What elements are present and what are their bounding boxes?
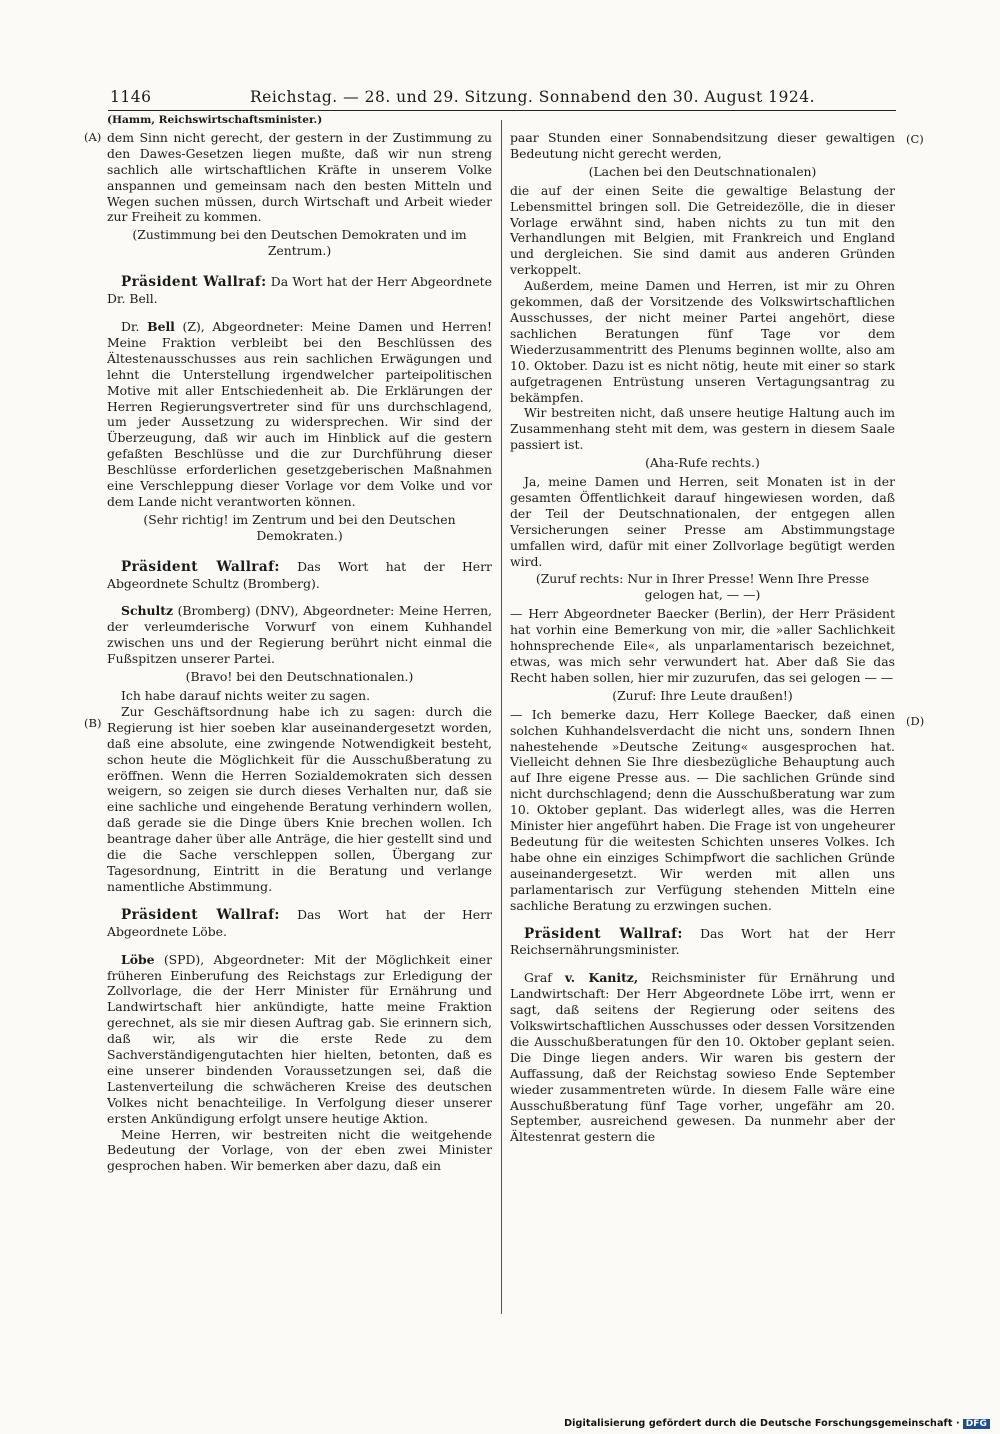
speaker-text: Reichsminister für Ernährung und Landwirtschaft: Der Herr Abgeordnete Löbe irrt, wenn er sagt, daß seitens der Regierung oder seitens des Volkswirtschaftlichen Ausschusses oder dessen Vorsitzenden die Ausschußberatungen für den 10. Oktober geplant seien. Die Dinge liegen anders. Wir waren bis gestern der Auffassung, daß der Reichstag sowieso Ende September wieder zusammentreten würde. In diesem Falle wäre eine Ausschußberatung fünf Tage vorher, ungefähr am 20. September, ausreichend gewesen. Da nunmehr aber der Ältestenrat gestern die xyxy=(510,970,895,1145)
speaker-name: Bell xyxy=(147,318,175,334)
speaker-text: (Z), Abgeordneter: Meine Damen und Herren! Meine Fraktion verbleibt bei den Beschlüssen des Ältestenausschusses aus rein sachlichen Erwägungen und lehnt die Unterstellung irgendwelcher parteipolitischen Motive mit aller Entschiedenheit ab. Die Erklärungen der Herren Regierungsvertreter sind für uns durchschlagend, um jeder Aussetzung zu widersprechen. Wir sind der Überzeugung, daß wir auch im Hinblick auf die gestern gefaßten Beschlüsse und die zur Durchführung dieser Beschlüsse erforderlichen gesetzgeberischen Maßnahmen eine Verschleppung dieser Vorlage vor dem Volke und vor dem Lande nicht verantworten können. xyxy=(107,318,492,509)
left-column xyxy=(107,113,492,1323)
speaker-text: (SPD), Abgeordneter: Mit der Möglichkeit einer früheren Einberufung des Reichstags zur Erledigung der Zollvorlage, die der Herr Minister für Ernährung und Landwirtschaft hier ankündigte, hatte meine Fraktion gerechnet, als sie mir diesen Auftrag gab. Sie erinnern sich, daß wir, als wir die erste Rede zu dem Sachverständigengutachten hier hielten, betonten, daß es eine unserer bindenden Voraussetzungen sei, daß die Lastenverteilung die schwächeren Kreise des deutschen Volkes nicht benachteilige. In Verfolgung dieser unserer ersten Ankündigung erfolgt unsere heutige Aktion. xyxy=(107,951,492,1126)
margin-mark-d: (D) xyxy=(906,714,925,728)
speaker-name: Präsident Wallraf: xyxy=(524,925,683,942)
margin-mark-c: (C) xyxy=(906,132,924,146)
page-number: 1146 xyxy=(110,88,152,106)
speaker-paragraph xyxy=(107,952,492,1127)
speaker-paragraph xyxy=(107,559,492,592)
paragraph: Ich habe darauf nichts weiter zu sagen. xyxy=(121,688,371,703)
reaction: (Zuruf rechts: Nur in Ihrer Presse! Wenn Ihre Presse gelogen hat, — —) xyxy=(535,571,870,603)
speaker-name: Schultz xyxy=(121,603,173,619)
speaker-paragraph xyxy=(510,970,895,1145)
speaker-name: Präsident Wallraf: xyxy=(121,558,280,575)
column-divider xyxy=(501,120,502,1314)
speaker-text: (Bromberg) (DNV), Abgeordneter: Meine Herren, der verleumderische Vorwurf von einem Kuhhandel zwischen uns und der Regierung berührt nicht einmal die Fußspitzen unserer Partei. xyxy=(107,603,492,667)
paragraph: Ja, meine Damen und Herren, seit Monaten ist in der gesamten Öffentlichkeit darauf hingewiesen worden, daß der Teil der Deutschnationalen, der entgegen allen Versicherungen seiner Presse am Abstimmungstage umfallen wird, dafür mit einer Zollvorlage begütigt werden wird. xyxy=(510,474,895,569)
header-rule xyxy=(108,110,896,111)
dfg-logo: DFG xyxy=(963,1419,990,1429)
speaker-paragraph xyxy=(107,907,492,940)
margin-mark-b: (B) xyxy=(84,716,102,730)
paragraph: Wir bestreiten nicht, daß unsere heutige Haltung auch im Zusammenhang steht mit dem, was gestern in diesem Saale passiert ist. xyxy=(510,405,895,453)
speaker-name: Präsident Wallraf: xyxy=(121,274,267,291)
speaker-prefix: Dr. xyxy=(121,318,148,334)
margin-mark-a: (A) xyxy=(84,130,102,144)
page-title: Reichstag. — 28. und 29. Sitzung. Sonnabend den 30. August 1924. xyxy=(250,88,816,106)
paragraph: Zur Geschäftsordnung habe ich zu sagen: durch die Regierung ist hier soeben klar auseinandergesetzt worden, daß eine absolute, eine zwingende Notwendigkeit besteht, schon heute die Möglichkeit für die Ausschußberatung zu eröffnen. Wenn die Herren Sozialdemokraten sich dessen weigern, so zeigen sie durch dieses Verhalten nur, daß sie eine sachliche und eingehende Beratung verhindern wollen, daß gerade sie die Dinge übers Knie brechen wollen. Ich beantrage daher über alle Anträge, die hier gestellt sind und die die Sache verschleppen sollen, Übergang zur Tagesordnung, Eintritt in die Beratung und verlange namentliche Abstimmung. xyxy=(107,703,492,894)
page-header xyxy=(110,86,894,112)
speaker-name: Löbe xyxy=(121,951,155,967)
footer-text: Digitalisierung gefördert durch die Deutsche Forschungsgemeinschaft · xyxy=(564,1418,960,1429)
paragraph: paar Stunden einer Sonnabendsitzung dieser gewaltigen Bedeutung nicht gerecht werden, xyxy=(510,130,895,161)
paragraph: dem Sinn nicht gerecht, der gestern in der Zustimmung zu den Dawes-Gesetzen liegen mußte, daß wir nun streng sachlich alle wirtschaftlichen Kräfte in unserem Volke anspannen und gemeinsam nach den besten Mitteln und Wegen suchen müssen, durch Wirtschaft und Arbeit wieder zur Freiheit zu kommen. xyxy=(107,129,492,225)
speaker-text: Das Wort hat der Herr Abgeordnete Schultz (Bromberg). xyxy=(107,558,492,591)
speaker-paragraph xyxy=(510,926,895,959)
speaker-text: Das Wort hat der Herr Abgeordnete Löbe. xyxy=(107,906,492,939)
reaction: (Sehr richtig! im Zentrum und bei den Deutschen Demokraten.) xyxy=(143,511,456,543)
paragraph: Außerdem, meine Damen und Herren, ist mir zu Ohren gekommen, daß der Vorsitzende des Volkswirtschaftlichen Ausschusses, der nicht meiner Partei angehört, diese sachlichen Beratungen fünf Tage vor dem Wiederzusammentritt des Plenums beginnen wollte, also am 10. Oktober. Dazu ist es nicht nötig, heute mit einer so stark aufgetragenen Entrüstung unseren Vertagungsantrag zu bekämpfen. xyxy=(510,278,895,405)
speaker-prefix: Graf xyxy=(524,970,565,986)
reaction: (Zuruf: Ihre Leute draußen!) xyxy=(612,687,793,703)
speaker-paragraph xyxy=(107,603,492,667)
paragraph: Meine Herren, wir bestreiten nicht die weitgehende Bedeutung der Vorlage, von der eben zwei Minister gesprochen haben. Wir bemerken aber dazu, daß ein xyxy=(107,1126,492,1174)
reaction: (Lachen bei den Deutschnationalen) xyxy=(588,163,817,179)
speaker-text: Da Wort hat der Herr Abgeordnete Dr. Bell. xyxy=(107,274,492,307)
reaction: (Bravo! bei den Deutschnationalen.) xyxy=(185,669,414,685)
paragraph: die auf der einen Seite die gewaltige Belastung der Lebensmittel bringen soll. Die Getreidezölle, die in dieser Vorlage erwähnt sind, haben nichts zu tun mit den Verhandlungen mit Belgien, mit Frankreich und England und dergleichen. Sie sind damit aus anderen Gründen verkoppelt. xyxy=(510,182,895,278)
footer-credit xyxy=(564,1418,990,1429)
running-head: (Hamm, Reichswirtschaftsminister.) xyxy=(107,114,323,126)
right-column xyxy=(510,113,895,1323)
speaker-paragraph xyxy=(107,274,492,307)
speaker-paragraph xyxy=(107,319,492,510)
reaction: (Zustimmung bei den Deutschen Demokraten und im Zentrum.) xyxy=(132,227,467,259)
paragraph: — Ich bemerke dazu, Herr Kollege Baecker, daß einen solchen Kuhhandelsverdacht die nicht uns, sondern Ihnen nahestehende »Deutsche Zeitung« ausgesprochen hat. Vielleicht dehnen Sie Ihre diesbezügliche Behauptung auch auf Ihre eigene Presse aus. — Die sachlichen Gründe sind nicht durchschlagend; denn die Ausschußberatung war zum 10. Oktober geplant. Das widerlegt alles, was die Herren Minister hier angeführt haben. Die Frage ist von ungeheurer Bedeutung für die weitesten Schichten unseres Volkes. Ich habe ohne ein einziges Schimpfwort die sachlichen Gründe auseinandergesetzt. Wir werden mit allen uns parlamentarisch zur Verfügung stehenden Mitteln eine sachliche Beratung zu erzwingen suchen. xyxy=(510,706,895,913)
speaker-name: Präsident Wallraf: xyxy=(121,906,280,923)
reaction: (Aha-Rufe rechts.) xyxy=(645,455,760,471)
paragraph: — Herr Abgeordneter Baecker (Berlin), der Herr Präsident hat vorhin eine Bemerkung von mir, die »aller Sachlichkeit hohnsprechende Eile«, als unparlamentarisch bezeichnet, etwas, was mich sehr verwundert hat. Aber daß Sie das Recht haben sollen, hier mir zuzurufen, das sei gelogen — — xyxy=(510,606,895,685)
speaker-name: v. Kanitz, xyxy=(564,970,639,986)
speaker-text: Das Wort hat der Herr Reichsernährungsminister. xyxy=(510,925,895,958)
